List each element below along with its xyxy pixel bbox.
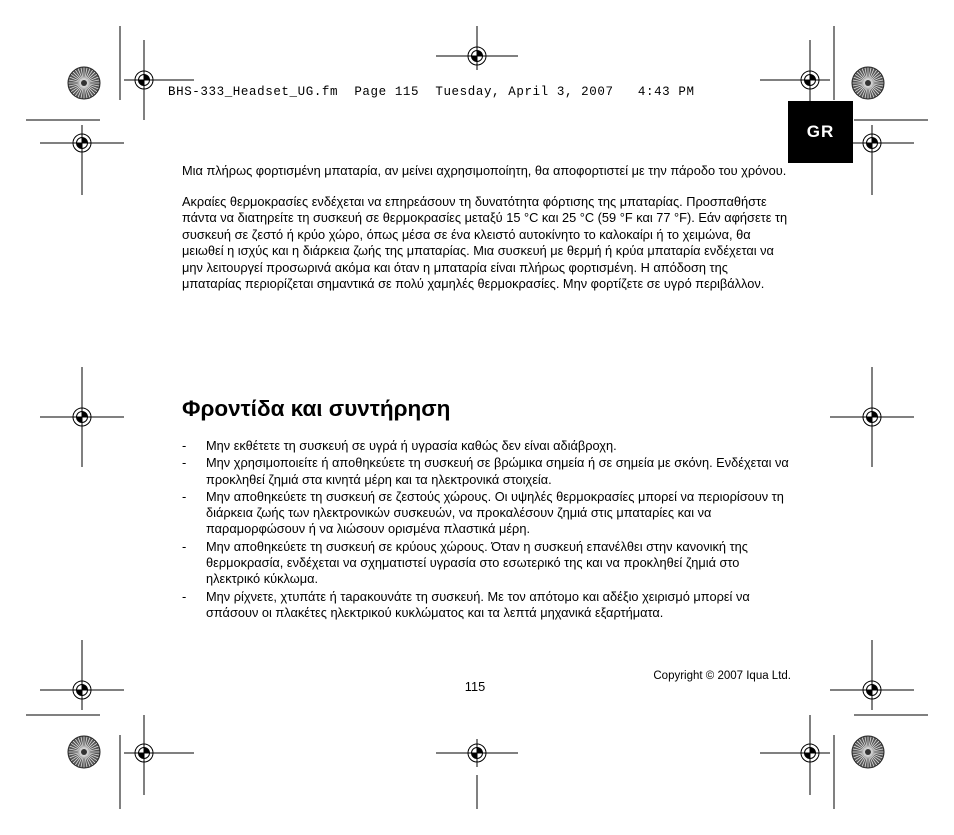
page-number: 115 — [464, 679, 486, 694]
bullet-marker: - — [182, 488, 187, 504]
list-item-text: Μην ρίχνετε, χτυπάτε ή τaρακουνάτε τη συσκευή. Με τον απότομο και αδέξιο χειρισμό μπορεί να σπάσουν οι πλακέτες ηλεκτρικού κυκλώματος και τα λεπτά μηχανικά εξαρτήματα. — [206, 588, 750, 620]
paragraph-temperature: Ακραίες θερμοκρασίες ενδέχεται να επηρεάσουν τη δυνατότητα φόρτισης της μπαταρίας. Προσπαθήστε πάντα να διατηρείτε τη συσκευή σε θερμοκρασίες μεταξύ 15 °C και 25 °C (59 °F και 77 °F). Εάν αφήσετε τη συσκευή σε ζεστό ή κρύο χώρο, όπως μέσα σε ένα κλειστό αυτοκίνητο το καλοκαίρι ή το χειμώνα, θα μειωθεί η ισχύς και η διάρκεια ζωής της μπαταρίας. Μια συσκευή με θερμή ή κρύα μπαταρία ενδέχεται να μην λειτουργεί προσωρινά ακόμα και όταν η μπαταρία είναι πλήρως φορτισμένη. Η απόδοση της μπαταρίας περιορίζεται σημαντικά σε πολύ χαμηλές θερμοκρασίες. Μην φορτίζετε σε υγρό περιβάλλον. — [182, 193, 788, 291]
copyright-notice: Copyright © 2007 Iqua Ltd. — [653, 670, 791, 682]
list-item-text: Μην εκθέτετε τη συσκευή σε υγρά ή υγρασία καθώς δεν είναι αδιάβροχη. — [206, 438, 617, 453]
language-tab — [788, 101, 853, 163]
list-item — [182, 489, 790, 538]
paragraph-battery-discharge: Μια πλήρως φορτισμένη μπαταρία, αν μείνει αχρησιμοποίητη, θα αποφορτιστεί με την πάροδο του χρόνου. — [182, 163, 787, 178]
list-item-text: Μην αποθηκεύετε τη συσκευή σε κρύους χώρους. Όταν η συσκευή επανέλθει στην κανονική της θερμοκρασία, ενδέχεται να σχηματιστεί υγρασία στο εσωτερικό της και να προκληθεί ζημιά στο ηλεκτρικό κύκλωμα. — [206, 538, 748, 587]
list-item — [182, 438, 790, 454]
bullet-marker: - — [182, 438, 187, 453]
bullet-marker: - — [182, 455, 187, 471]
list-item-text: Μην αποθηκεύετε τη συσκευή σε ζεστούς χώρους. Οι υψηλές θερμοκρασίες μπορεί να περιορίσουν τη διάρκεια ζωής των ηλεκτρονικών συσκευών, να προκαλέσουν ζημιά στις μπαταρίες και να παραμορφώσουν ή να λιώσουν ορισμένα πλαστικά μέρη. — [206, 488, 784, 537]
file-slug-header: BHS-333_Headset_UG.fm Page 115 Tuesday, April 3, 2007 4:43 PM — [168, 85, 695, 99]
section-heading: Φροντίδα και συντήρηση — [182, 396, 451, 421]
language-tab-label: GR — [806, 122, 835, 141]
body-text — [182, 163, 790, 307]
list-item — [182, 539, 790, 588]
bullet-marker: - — [182, 538, 187, 554]
list-item-text: Μην χρησιμοποιείτε ή αποθηκεύετε τη συσκευή σε βρώμικα σημεία ή σε σημεία με σκόνη. Ενδέχεται να προκληθεί ζημιά στα κινητά μέρη και τα ηλεκτρονικά στοιχεία. — [206, 455, 789, 487]
list-item — [182, 589, 790, 622]
bullet-marker: - — [182, 588, 187, 604]
list-item — [182, 455, 790, 488]
care-list — [182, 438, 790, 622]
